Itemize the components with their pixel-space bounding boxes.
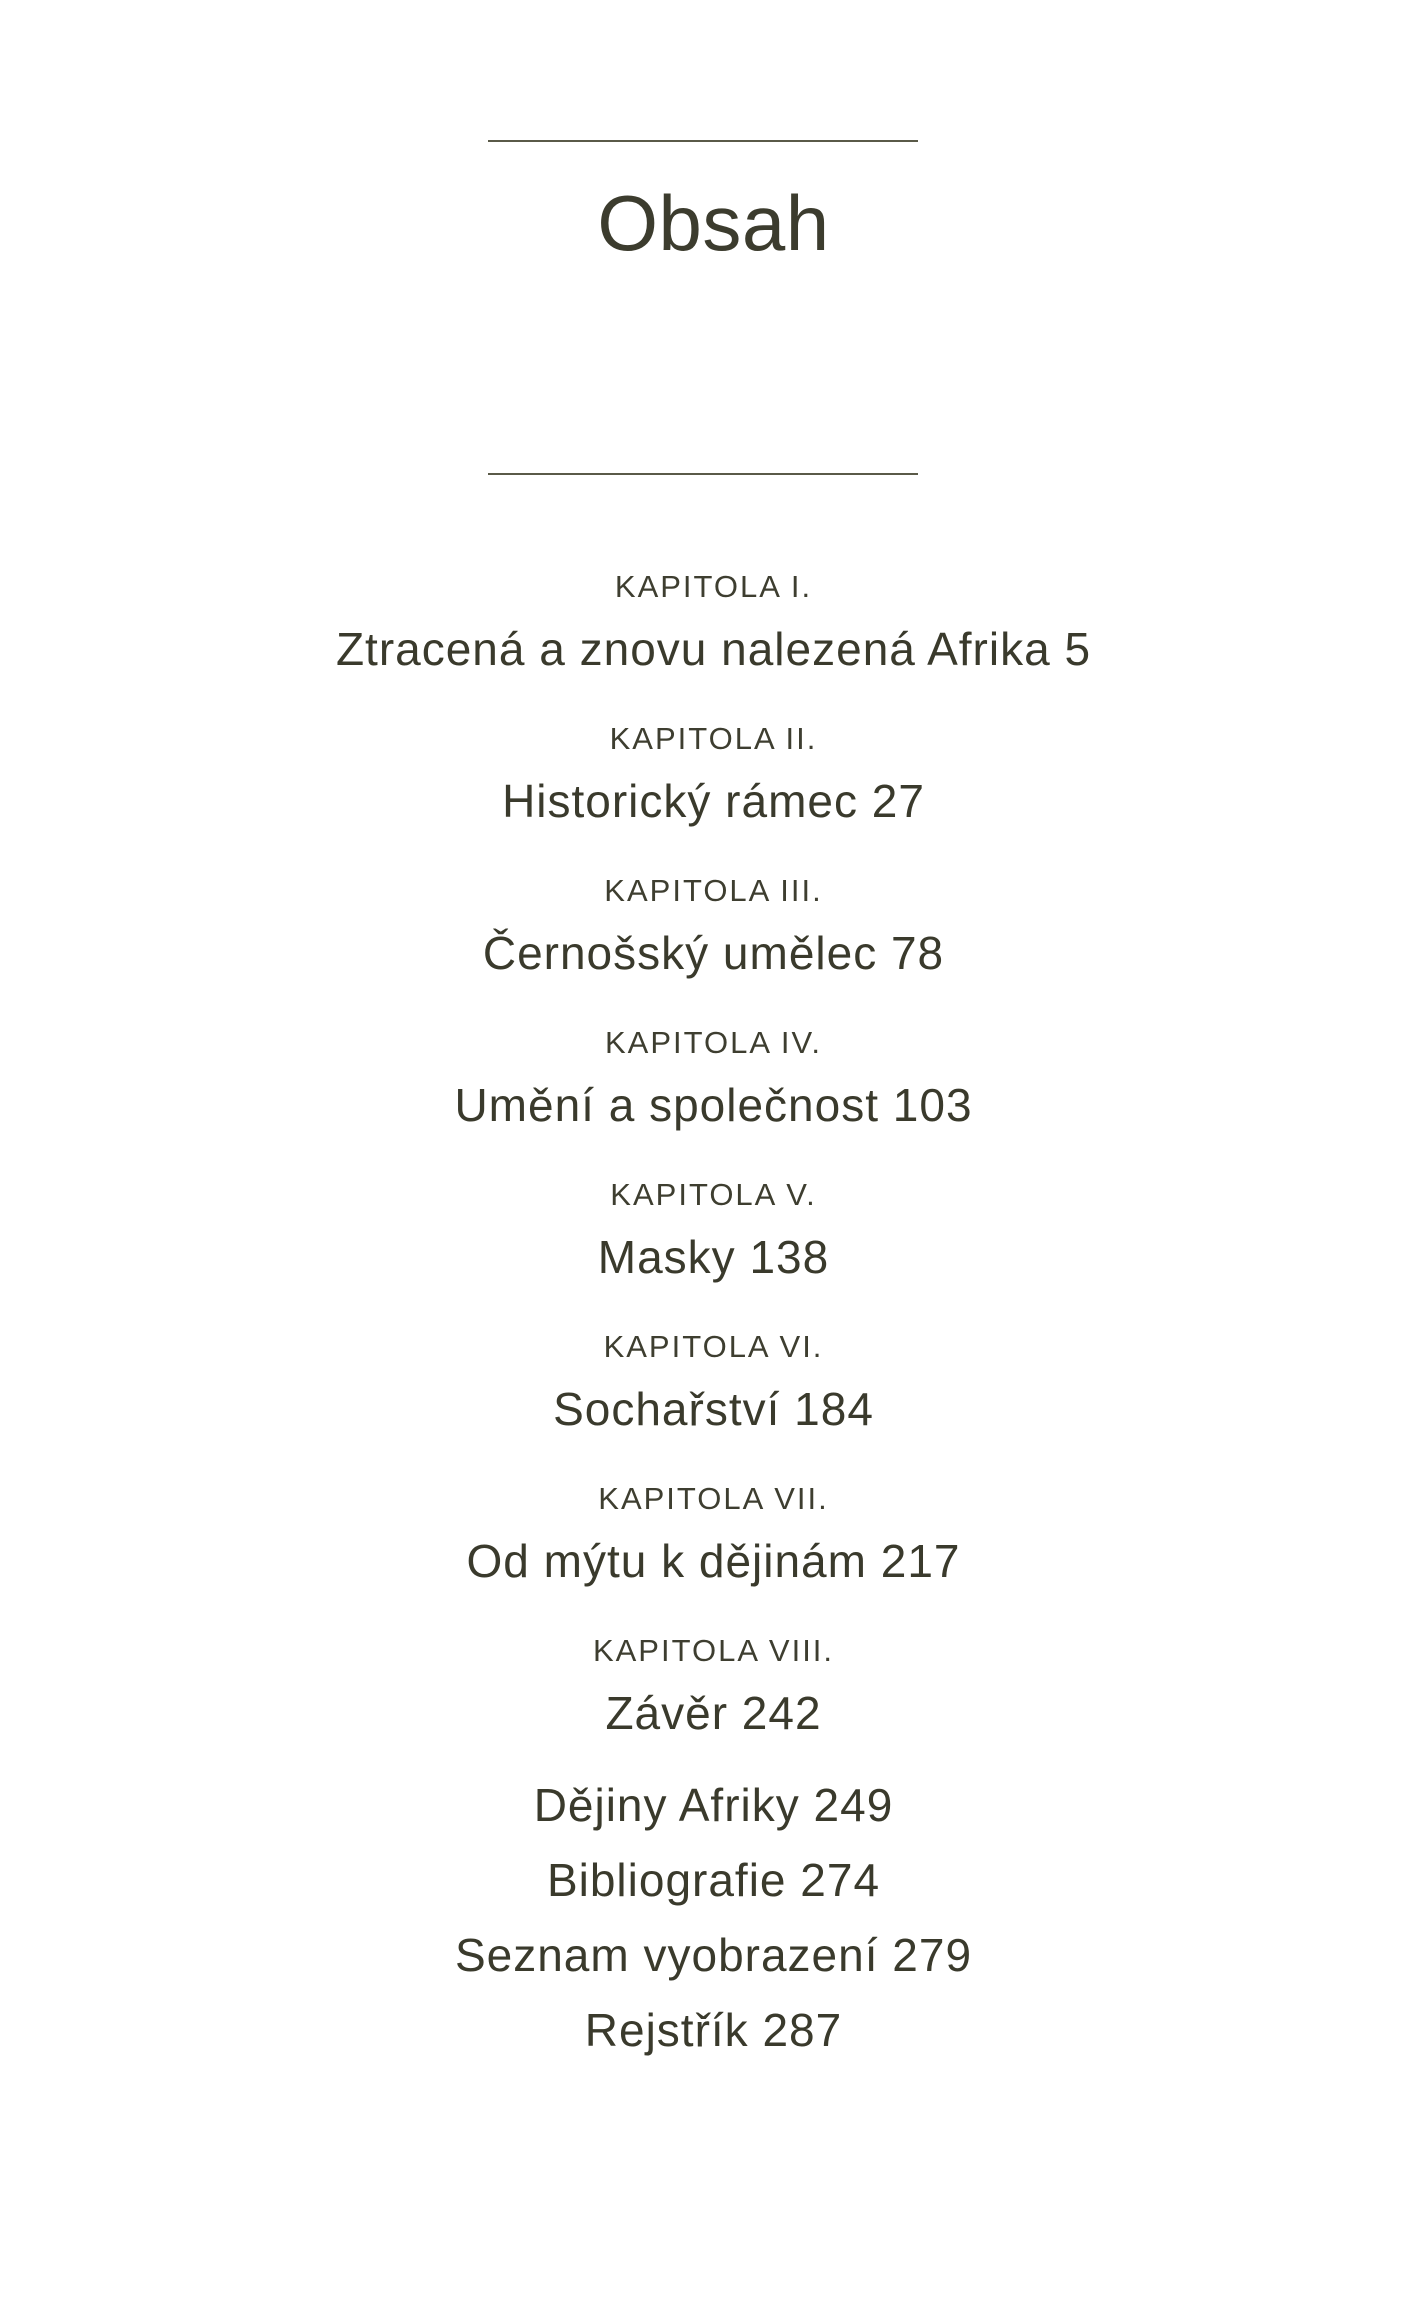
chapter-label: KAPITOLA V.	[610, 1177, 817, 1212]
toc-appendix-history[interactable]: Dějiny Afriky 249	[533, 1779, 894, 1831]
toc-chapter-2[interactable]	[0, 720, 1427, 830]
toc-appendix-index[interactable]: Rejstřík 287	[584, 2004, 843, 2056]
toc-chapter-8[interactable]	[0, 1632, 1427, 1742]
chapter-label: KAPITOLA VI.	[603, 1329, 824, 1364]
toc-appendix-illustrations[interactable]: Seznam vyobrazení 279	[454, 1929, 973, 1981]
chapter-title[interactable]: Umění a společnost 103	[454, 1079, 973, 1131]
chapter-title[interactable]: Masky 138	[597, 1231, 830, 1283]
top-divider	[488, 140, 918, 142]
chapter-title[interactable]: Od mýtu k dějinám 217	[466, 1535, 961, 1587]
chapter-title[interactable]: Sochařství 184	[553, 1383, 874, 1435]
chapter-label: KAPITOLA IV.	[604, 1025, 822, 1060]
chapter-label: KAPITOLA III.	[604, 873, 823, 908]
chapter-label: KAPITOLA II.	[609, 721, 818, 756]
toc-chapter-1[interactable]	[0, 568, 1427, 678]
toc-chapter-3[interactable]	[0, 872, 1427, 982]
middle-divider	[488, 473, 918, 475]
chapter-label: KAPITOLA VIII.	[592, 1633, 835, 1668]
toc-chapter-6[interactable]	[0, 1328, 1427, 1438]
toc-appendix-bibliography[interactable]: Bibliografie 274	[546, 1854, 881, 1906]
toc-chapter-7[interactable]	[0, 1480, 1427, 1590]
toc-chapter-4[interactable]	[0, 1024, 1427, 1134]
chapter-title[interactable]: Historický rámec 27	[502, 775, 925, 827]
toc-chapter-5[interactable]	[0, 1176, 1427, 1286]
chapter-label: KAPITOLA VII.	[598, 1481, 829, 1516]
page-title: Obsah	[597, 179, 830, 267]
chapter-title[interactable]: Černošský umělec 78	[482, 927, 945, 979]
chapter-title[interactable]: Ztracená a znovu nalezená Afrika 5	[335, 623, 1092, 675]
chapter-label: KAPITOLA I.	[614, 569, 813, 604]
chapter-title[interactable]: Závěr 242	[605, 1687, 822, 1739]
